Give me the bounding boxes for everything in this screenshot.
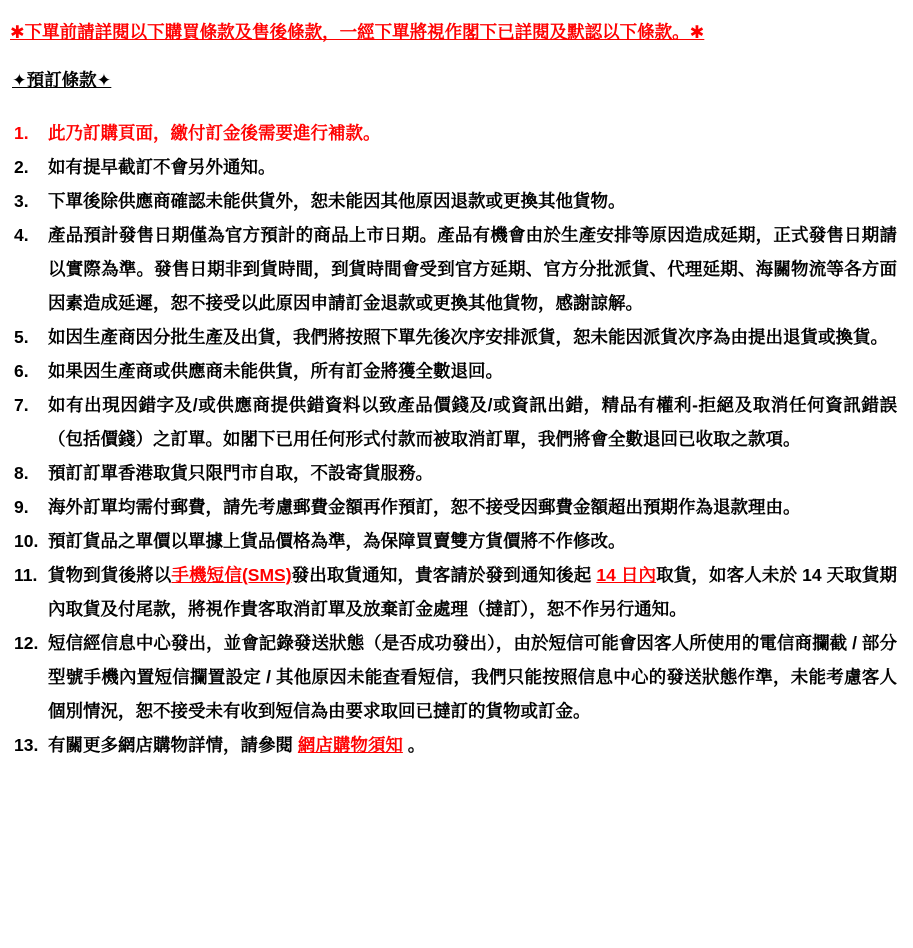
term-item-5 xyxy=(8,320,897,354)
term-text: 有關更多網店購物詳情，請參閱 xyxy=(48,735,298,755)
term-text: 此乃訂購頁面，繳付訂金後需要進行補款。 xyxy=(48,123,381,143)
term-item-9 xyxy=(8,490,897,524)
terms-list xyxy=(8,116,897,762)
term-text: 如有出現因錯字及/或供應商提供錯資料以致產品價錢及/或資訊出錯，精品有權利-拒絕及取消任何資訊錯誤（包括價錢）之訂單。如閣下已用任何形式付款而被取消訂單，我們將會全數退回已收取之款項。 xyxy=(48,395,897,449)
term-item-13 xyxy=(8,728,897,762)
term-text: 產品預計發售日期僅為官方預計的商品上市日期。產品有機會由於生產安排等原因造成延期，正式發售日期請以實際為準。發售日期非到貨時間，到貨時間會受到官方延期、官方分批派貨、代理延期、海關物流等各方面因素造成延遲，恕不接受以此原因申請訂金退款或更換其他貨物，感謝諒解。 xyxy=(48,225,897,313)
term-item-12 xyxy=(8,626,897,728)
term-number: 7. xyxy=(14,395,29,415)
term-text: 下單後除供應商確認未能供貨外，恕未能因其他原因退款或更換其他貨物。 xyxy=(48,191,626,211)
term-number: 13. xyxy=(14,735,39,755)
term-number: 8. xyxy=(14,463,29,483)
term-text: 如果因生產商或供應商未能供貨，所有訂金將獲全數退回。 xyxy=(48,361,503,381)
term-number: 12. xyxy=(14,633,39,653)
term-text: 如因生產商因分批生產及出貨，我們將按照下單先後次序安排派貨，恕未能因派貨次序為由提出退貨或換貨。 xyxy=(48,327,888,347)
term-text: 短信經信息中心發出，並會記錄發送狀態（是否成功發出），由於短信可能會因客人所使用的電信商攔截 / 部分型號手機內置短信攔置設定 / 其他原因未能查看短信，我們只能按照信息中心的發送狀態作準，未能考慮客人個別情況，恕不接受未有收到短信為由要求取回已撻訂的貨物或訂金。 xyxy=(48,633,897,721)
term-number: 10. xyxy=(14,531,39,551)
term-number: 5. xyxy=(14,327,29,347)
term-number: 6. xyxy=(14,361,29,381)
term-number: 3. xyxy=(14,191,29,211)
term-item-10 xyxy=(8,524,897,558)
term-item-6 xyxy=(8,354,897,388)
term-text: 。 xyxy=(402,735,426,755)
term-text: 貨物到貨後將以 xyxy=(48,565,172,585)
shop-guide-link[interactable]: 網店購物須知 xyxy=(297,735,403,755)
term-number: 1. xyxy=(14,123,29,143)
terms-title: ✱下單前請詳閱以下購買條款及售後條款，一經下單將視作閣下已詳閱及默認以下條款。✱ xyxy=(10,22,705,42)
term-text: 發出取貨通知，貴客請於發到通知後起 xyxy=(291,565,597,585)
term-item-3 xyxy=(8,184,897,218)
term-text: 預訂貨品之單價以單據上貨品價格為準，為保障買賣雙方貨價將不作修改。 xyxy=(48,531,626,551)
term-item-4 xyxy=(8,218,897,320)
term-text: 如有提早截訂不會另外通知。 xyxy=(48,157,276,177)
term-text: 海外訂單均需付郵費，請先考慮郵費金額再作預訂，恕不接受因郵費金額超出預期作為退款理由。 xyxy=(48,497,801,517)
term-item-2 xyxy=(8,150,897,184)
term-item-8 xyxy=(8,456,897,490)
term-item-11 xyxy=(8,558,897,626)
term-text: 取貨，如客人未於 14 天取貨期內取貨及付尾款，將視作貴客取消訂單及放棄訂金處理（撻訂），恕不作另行通知。 xyxy=(48,565,898,619)
sms-notice-highlight: 手機短信(SMS) xyxy=(171,565,292,585)
section-header-preorder-terms: ✦預訂條款✦ xyxy=(12,70,112,90)
term-number: 4. xyxy=(14,225,29,245)
term-item-1 xyxy=(8,116,897,150)
term-number: 11. xyxy=(14,565,38,585)
term-number: 9. xyxy=(14,497,29,517)
term-item-7 xyxy=(8,388,897,456)
term-text: 預訂訂單香港取貨只限門市自取，不設寄貨服務。 xyxy=(48,463,433,483)
pickup-deadline-highlight: 14 日內 xyxy=(596,565,657,585)
term-number: 2. xyxy=(14,157,29,177)
